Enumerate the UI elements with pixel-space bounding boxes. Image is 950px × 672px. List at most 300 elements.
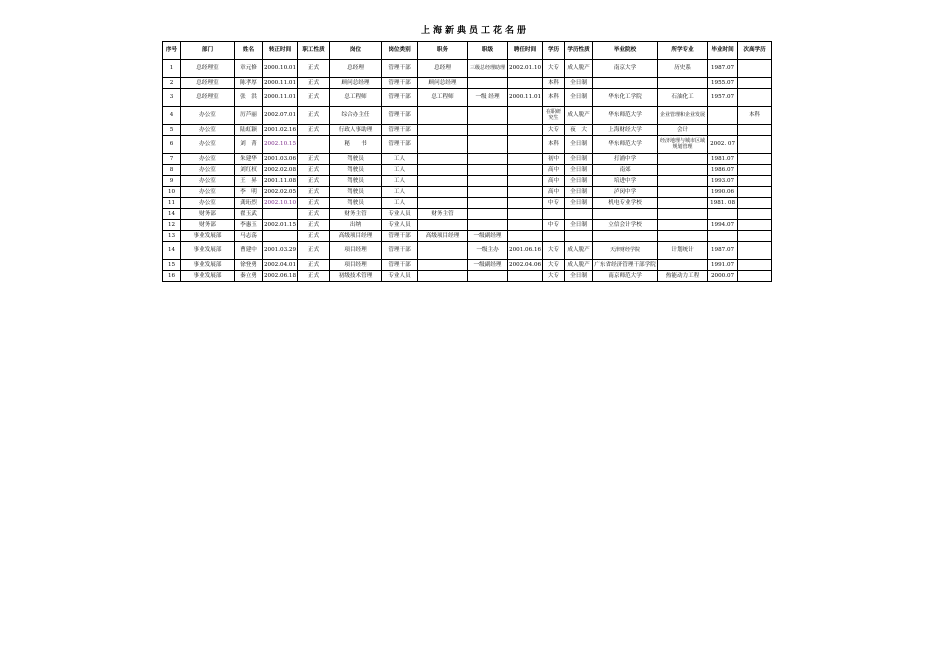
cell-major — [658, 198, 708, 209]
cell-category: 工人 — [382, 165, 418, 176]
cell-category: 管理干部 — [382, 89, 418, 107]
col-header-duty: 职务 — [418, 42, 468, 60]
cell-major — [658, 187, 708, 198]
col-header-major: 所学专业 — [658, 42, 708, 60]
table-row — [163, 125, 772, 136]
cell-grad: 1957.07 — [708, 89, 738, 107]
cell-post: 高级项目经理 — [330, 231, 382, 242]
cell-edu: 中专 — [543, 198, 565, 209]
cell-post: 出纳 — [330, 220, 382, 231]
cell-category: 管理干部 — [382, 242, 418, 260]
cell-major — [658, 231, 708, 242]
cell-second — [738, 78, 772, 89]
cell-major: 经济地理与城市区域规划管理 — [658, 136, 708, 154]
cell-grade: 一级副经理 — [468, 231, 508, 242]
table-row — [163, 176, 772, 187]
cell-name: 刘 菁 — [235, 136, 263, 154]
cell-category: 工人 — [382, 187, 418, 198]
cell-regular: 2002.07.01 — [263, 107, 298, 125]
cell-nature: 正式 — [298, 60, 330, 78]
cell-nature: 正式 — [298, 231, 330, 242]
header-row — [163, 42, 772, 60]
cell-dept: 办公室 — [181, 165, 235, 176]
cell-post: 秘 书 — [330, 136, 382, 154]
cell-name: 李 明 — [235, 187, 263, 198]
cell-dept: 事业发展部 — [181, 242, 235, 260]
cell-grad: 1994.07 — [708, 220, 738, 231]
cell-dept: 总经理室 — [181, 60, 235, 78]
cell-appoint: 2002.01.10 — [508, 60, 543, 78]
cell-major: 会计 — [658, 125, 708, 136]
cell-dept: 办公室 — [181, 187, 235, 198]
cell-edu-type: 全日制 — [565, 187, 593, 198]
cell-appoint: 2001.06.16 — [508, 242, 543, 260]
cell-edu: 中专 — [543, 220, 565, 231]
cell-school — [593, 231, 658, 242]
cell-grade — [468, 154, 508, 165]
cell-second — [738, 260, 772, 271]
cell-regular: 2002.02.08 — [263, 165, 298, 176]
cell-duty — [418, 220, 468, 231]
cell-category: 专业人员 — [382, 220, 418, 231]
cell-major: 计划统计 — [658, 242, 708, 260]
cell-grade — [468, 78, 508, 89]
cell-no: 2 — [163, 78, 181, 89]
cell-regular: 2002.02.05 — [263, 187, 298, 198]
cell-category: 管理干部 — [382, 78, 418, 89]
cell-post: 驾驶员 — [330, 187, 382, 198]
cell-second — [738, 165, 772, 176]
cell-school: 天津财经学院 — [593, 242, 658, 260]
cell-grad: 1990.06 — [708, 187, 738, 198]
cell-grade: 三级总经理助理 — [468, 60, 508, 78]
employee-roster-table — [162, 41, 772, 282]
cell-grade — [468, 187, 508, 198]
cell-no: 14 — [163, 209, 181, 220]
cell-edu-type: 成人脱产 — [565, 60, 593, 78]
cell-dept: 办公室 — [181, 107, 235, 125]
cell-no: 11 — [163, 198, 181, 209]
cell-appoint — [508, 154, 543, 165]
cell-duty — [418, 107, 468, 125]
table-row — [163, 220, 772, 231]
cell-appoint: 2002.04.06 — [508, 260, 543, 271]
cell-regular: 2002.01.15 — [263, 220, 298, 231]
roster-title: 上海新典员工花名册 — [420, 26, 529, 36]
cell-edu-type: 成人脱产 — [565, 260, 593, 271]
cell-grade — [468, 107, 508, 125]
cell-no: 8 — [163, 165, 181, 176]
cell-nature: 正式 — [298, 271, 330, 282]
cell-duty — [418, 165, 468, 176]
cell-second — [738, 231, 772, 242]
cell-edu: 大专 — [543, 242, 565, 260]
cell-dept: 总经理室 — [181, 89, 235, 107]
cell-grade — [468, 125, 508, 136]
cell-grad — [708, 209, 738, 220]
cell-edu: 本科 — [543, 78, 565, 89]
cell-name: 陆虹颖 — [235, 125, 263, 136]
cell-dept: 总经理室 — [181, 78, 235, 89]
cell-category: 专业人员 — [382, 209, 418, 220]
cell-edu-type: 全日制 — [565, 154, 593, 165]
cell-regular — [263, 209, 298, 220]
cell-nature: 正式 — [298, 78, 330, 89]
cell-regular: 2000.10.01 — [263, 60, 298, 78]
cell-grade — [468, 136, 508, 154]
cell-grade: 一级副经理 — [468, 260, 508, 271]
cell-second — [738, 154, 772, 165]
cell-edu: 高中 — [543, 165, 565, 176]
cell-duty: 总工程师 — [418, 89, 468, 107]
cell-name: 马志荡 — [235, 231, 263, 242]
cell-regular: 2001.11.08 — [263, 176, 298, 187]
col-header-school: 毕业院校 — [593, 42, 658, 60]
cell-appoint — [508, 165, 543, 176]
cell-major: 企业管理和企业发展 — [658, 107, 708, 125]
cell-no: 14 — [163, 242, 181, 260]
cell-school: 机电专业学校 — [593, 198, 658, 209]
cell-regular: 2002.06.18 — [263, 271, 298, 282]
cell-post: 行政人事助理 — [330, 125, 382, 136]
cell-post: 驾驶员 — [330, 176, 382, 187]
cell-edu: 本科 — [543, 136, 565, 154]
cell-edu-type — [565, 209, 593, 220]
cell-no: 12 — [163, 220, 181, 231]
col-header-second: 次高学历 — [738, 42, 772, 60]
cell-grade: 一级主办 — [468, 242, 508, 260]
cell-edu-type: 全日制 — [565, 176, 593, 187]
cell-regular: 2001.03.29 — [263, 242, 298, 260]
cell-duty — [418, 125, 468, 136]
table-row — [163, 60, 772, 78]
table-row — [163, 271, 772, 282]
cell-school: 泸闵中学 — [593, 187, 658, 198]
cell-edu: 大专 — [543, 271, 565, 282]
cell-school: 打浦中学 — [593, 154, 658, 165]
cell-edu: 大专 — [543, 260, 565, 271]
cell-appoint — [508, 107, 543, 125]
cell-edu — [543, 231, 565, 242]
cell-nature: 正式 — [298, 125, 330, 136]
cell-regular: 2002.10.15 — [263, 136, 298, 154]
cell-duty — [418, 176, 468, 187]
cell-regular: 2002.10.10 — [263, 198, 298, 209]
cell-edu-type: 成人脱产 — [565, 107, 593, 125]
cell-major — [658, 165, 708, 176]
cell-regular: 2000.11.01 — [263, 78, 298, 89]
cell-nature — [298, 136, 330, 154]
table-row — [163, 89, 772, 107]
cell-regular: 2000.11.01 — [263, 89, 298, 107]
cell-category: 管理干部 — [382, 107, 418, 125]
cell-major: 历史系 — [658, 60, 708, 78]
cell-major: 石油化工 — [658, 89, 708, 107]
cell-second — [738, 60, 772, 78]
cell-category: 专业人员 — [382, 271, 418, 282]
cell-name: 张 洪 — [235, 89, 263, 107]
cell-school: 南郊 — [593, 165, 658, 176]
cell-nature: 正式 — [298, 220, 330, 231]
cell-appoint — [508, 78, 543, 89]
table-row — [163, 187, 772, 198]
cell-edu-type: 全日制 — [565, 220, 593, 231]
cell-grad — [708, 231, 738, 242]
cell-appoint — [508, 271, 543, 282]
cell-duty: 总经理 — [418, 60, 468, 78]
cell-dept: 办公室 — [181, 136, 235, 154]
cell-nature: 正式 — [298, 107, 330, 125]
cell-dept: 财务部 — [181, 220, 235, 231]
cell-nature: 正式 — [298, 198, 330, 209]
cell-second — [738, 136, 772, 154]
cell-post: 驾驶员 — [330, 198, 382, 209]
cell-duty: 顾问总经理 — [418, 78, 468, 89]
cell-major — [658, 176, 708, 187]
cell-grade — [468, 271, 508, 282]
cell-grad: 2000.07 — [708, 271, 738, 282]
table-row — [163, 107, 772, 125]
cell-second — [738, 176, 772, 187]
cell-duty — [418, 154, 468, 165]
cell-school: 立信会计学校 — [593, 220, 658, 231]
cell-grad: 1987.07 — [708, 242, 738, 260]
cell-category: 管理干部 — [382, 60, 418, 78]
cell-grad — [708, 107, 738, 125]
cell-appoint — [508, 220, 543, 231]
cell-major: 热能动力工程 — [658, 271, 708, 282]
cell-grad: 1981.07 — [708, 154, 738, 165]
cell-no: 7 — [163, 154, 181, 165]
cell-school: 广东省经济管理干部学院 — [593, 260, 658, 271]
cell-no: 16 — [163, 271, 181, 282]
cell-major — [658, 78, 708, 89]
roster-body — [163, 60, 772, 282]
cell-second — [738, 242, 772, 260]
cell-duty: 财务主管 — [418, 209, 468, 220]
cell-grad: 1987.07 — [708, 60, 738, 78]
cell-post: 驾驶员 — [330, 165, 382, 176]
cell-school: 上海财经大学 — [593, 125, 658, 136]
cell-edu-type: 全日制 — [565, 136, 593, 154]
cell-appoint — [508, 187, 543, 198]
cell-name: 刘红权 — [235, 165, 263, 176]
cell-edu-type: 全日制 — [565, 78, 593, 89]
cell-category: 工人 — [382, 176, 418, 187]
cell-edu-type: 全日制 — [565, 198, 593, 209]
col-header-nature: 职工性质 — [298, 42, 330, 60]
cell-category: 管理干部 — [382, 260, 418, 271]
cell-category: 工人 — [382, 154, 418, 165]
cell-post: 项目经理 — [330, 242, 382, 260]
cell-second — [738, 187, 772, 198]
cell-second — [738, 125, 772, 136]
cell-edu-type: 全日制 — [565, 89, 593, 107]
cell-category: 工人 — [382, 198, 418, 209]
cell-appoint — [508, 125, 543, 136]
table-row — [163, 165, 772, 176]
cell-major — [658, 209, 708, 220]
cell-grade — [468, 165, 508, 176]
table-row — [163, 260, 772, 271]
cell-edu — [543, 209, 565, 220]
cell-edu-type: 全日制 — [565, 165, 593, 176]
cell-post: 驾驶员 — [330, 154, 382, 165]
cell-no: 9 — [163, 176, 181, 187]
cell-school: 华东师范大学 — [593, 136, 658, 154]
cell-appoint — [508, 231, 543, 242]
cell-post: 总经理 — [330, 60, 382, 78]
cell-grad: 1981. 08 — [708, 198, 738, 209]
cell-appoint — [508, 198, 543, 209]
cell-edu-type — [565, 231, 593, 242]
table-row — [163, 136, 772, 154]
cell-grade — [468, 198, 508, 209]
cell-dept: 办公室 — [181, 154, 235, 165]
cell-edu-type: 成人脱产 — [565, 242, 593, 260]
cell-duty — [418, 136, 468, 154]
cell-category: 管理干部 — [382, 125, 418, 136]
cell-second: 本科 — [738, 107, 772, 125]
cell-major — [658, 260, 708, 271]
cell-school: 培进中学 — [593, 176, 658, 187]
cell-category: 管理干部 — [382, 136, 418, 154]
table-row — [163, 231, 772, 242]
cell-dept: 财务部 — [181, 209, 235, 220]
cell-major — [658, 220, 708, 231]
cell-dept: 事业发展部 — [181, 271, 235, 282]
col-header-post: 岗位 — [330, 42, 382, 60]
cell-major — [658, 154, 708, 165]
cell-school: 华东化工学院 — [593, 89, 658, 107]
cell-name: 王 昇 — [235, 176, 263, 187]
cell-grad: 1991.07 — [708, 260, 738, 271]
cell-grade — [468, 220, 508, 231]
cell-dept: 办公室 — [181, 198, 235, 209]
cell-grad: 2002. 07 — [708, 136, 738, 154]
cell-grad: 1955.07 — [708, 78, 738, 89]
table-row — [163, 198, 772, 209]
cell-school: 南京师范大学 — [593, 271, 658, 282]
cell-post: 综合办主任 — [330, 107, 382, 125]
cell-nature: 正式 — [298, 187, 330, 198]
cell-duty — [418, 271, 468, 282]
cell-dept: 办公室 — [181, 176, 235, 187]
cell-post: 总工程师 — [330, 89, 382, 107]
cell-name: 陈孝厚 — [235, 78, 263, 89]
col-header-no: 序号 — [163, 42, 181, 60]
cell-category: 管理干部 — [382, 231, 418, 242]
table-row — [163, 78, 772, 89]
col-header-name: 姓名 — [235, 42, 263, 60]
col-header-regular: 转正时间 — [263, 42, 298, 60]
cell-grad — [708, 125, 738, 136]
cell-name: 朱建华 — [235, 154, 263, 165]
cell-name: 秦立勇 — [235, 271, 263, 282]
table-row — [163, 209, 772, 220]
cell-second — [738, 198, 772, 209]
table-row — [163, 154, 772, 165]
cell-edu-type: 全日制 — [565, 271, 593, 282]
cell-post: 初级技术管理 — [330, 271, 382, 282]
cell-appoint — [508, 176, 543, 187]
cell-post: 财务主管 — [330, 209, 382, 220]
col-header-dept: 部门 — [181, 42, 235, 60]
cell-no: 3 — [163, 89, 181, 107]
cell-appoint — [508, 209, 543, 220]
cell-no: 15 — [163, 260, 181, 271]
cell-school: 南京大学 — [593, 60, 658, 78]
cell-nature: 正式 — [298, 89, 330, 107]
col-header-edu: 学历 — [543, 42, 565, 60]
cell-nature: 正式 — [298, 209, 330, 220]
cell-name: 徐登勇 — [235, 260, 263, 271]
cell-second — [738, 89, 772, 107]
cell-name: 章元修 — [235, 60, 263, 78]
cell-second — [738, 271, 772, 282]
col-header-grade: 职级 — [468, 42, 508, 60]
cell-no: 5 — [163, 125, 181, 136]
cell-nature: 正式 — [298, 242, 330, 260]
cell-regular: 2001.03.06 — [263, 154, 298, 165]
cell-school: 华东师范大学 — [593, 107, 658, 125]
cell-grad: 1993.07 — [708, 176, 738, 187]
cell-dept: 事业发展部 — [181, 231, 235, 242]
cell-duty — [418, 260, 468, 271]
cell-no: 6 — [163, 136, 181, 154]
col-header-appoint: 聘任时间 — [508, 42, 543, 60]
cell-post: 项目经理 — [330, 260, 382, 271]
cell-no: 10 — [163, 187, 181, 198]
cell-edu-type: 夜 大 — [565, 125, 593, 136]
cell-edu: 大专 — [543, 125, 565, 136]
cell-name: 翟玉武 — [235, 209, 263, 220]
cell-regular: 2002.04.01 — [263, 260, 298, 271]
cell-nature: 正式 — [298, 176, 330, 187]
col-header-edu-type: 学历性质 — [565, 42, 593, 60]
col-header-grad: 毕业时间 — [708, 42, 738, 60]
cell-edu: 大专 — [543, 60, 565, 78]
cell-edu: 高中 — [543, 176, 565, 187]
cell-grade: 一级 经理 — [468, 89, 508, 107]
cell-grad: 1986.07 — [708, 165, 738, 176]
cell-name: 曹建中 — [235, 242, 263, 260]
cell-edu: 初中 — [543, 154, 565, 165]
cell-name: 厉芦丽 — [235, 107, 263, 125]
cell-dept: 事业发展部 — [181, 260, 235, 271]
cell-duty: 高级项目经理 — [418, 231, 468, 242]
cell-name: 李惠玉 — [235, 220, 263, 231]
cell-grade — [468, 176, 508, 187]
cell-edu: 本科 — [543, 89, 565, 107]
cell-edu: 高中 — [543, 187, 565, 198]
cell-no: 13 — [163, 231, 181, 242]
cell-name: 龚珩烈 — [235, 198, 263, 209]
table-row — [163, 242, 772, 260]
cell-school — [593, 78, 658, 89]
cell-second — [738, 209, 772, 220]
cell-second — [738, 220, 772, 231]
cell-grade — [468, 209, 508, 220]
cell-no: 4 — [163, 107, 181, 125]
cell-dept: 办公室 — [181, 125, 235, 136]
cell-nature: 正式 — [298, 260, 330, 271]
cell-regular — [263, 231, 298, 242]
col-header-category: 岗位类别 — [382, 42, 418, 60]
cell-edu: 在职研究生 — [543, 107, 565, 125]
cell-appoint — [508, 136, 543, 154]
cell-school — [593, 209, 658, 220]
